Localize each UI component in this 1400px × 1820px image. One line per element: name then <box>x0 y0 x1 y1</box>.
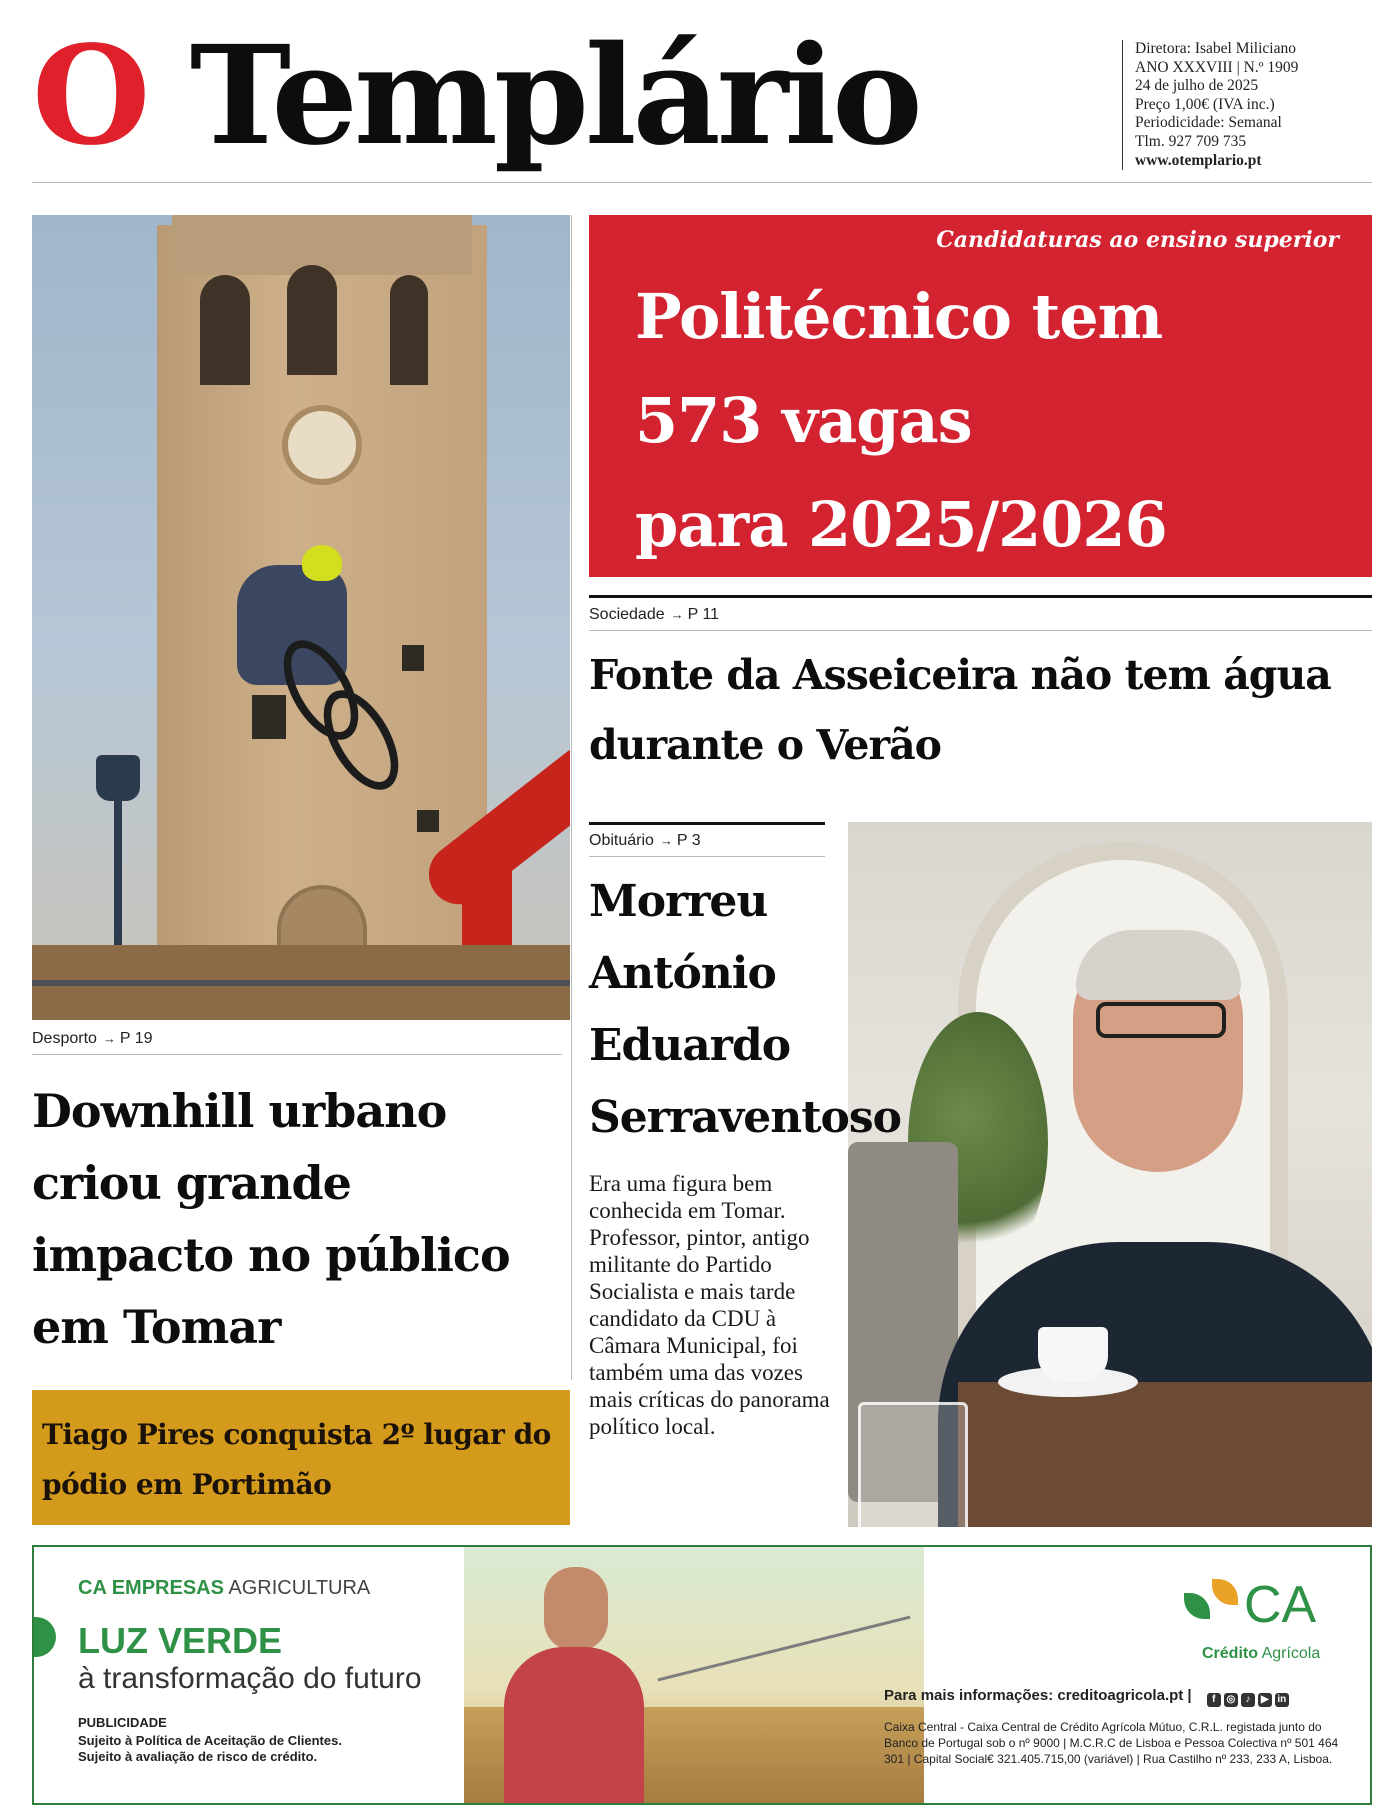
tiago-pires-headline: Tiago Pires conquista 2º lugar do pódio em Portimão <box>42 1418 551 1501</box>
leaf-icon <box>1212 1579 1238 1605</box>
brand-ca: CA <box>1244 1576 1317 1634</box>
section-label: Obituário <box>589 832 654 849</box>
lead-headline-line: Politécnico tem <box>635 280 1163 353</box>
website-link[interactable]: www.otemplario.pt <box>1135 151 1262 169</box>
obituary-body: Era uma figura bem conhecida em Tomar. Professor, pintor, antigo militante do Partido Socialista e mais tarde candidato da CDU à Câmara Municipal, foi também uma das vozes mais críticas do panorama político local. <box>589 1171 830 1439</box>
downhill-photo[interactable] <box>32 215 570 1020</box>
issue-date: 24 de julho de 2025 <box>1135 77 1259 95</box>
ad-info[interactable] <box>884 1687 1289 1707</box>
metal-fence <box>32 980 570 1020</box>
tower-window <box>417 810 439 832</box>
man-hair <box>1076 930 1241 1000</box>
issue-number: ANO XXXVIII | N.º 1909 <box>1135 58 1299 76</box>
page-ref: P 19 <box>119 1030 153 1047</box>
section-label: Sociedade <box>589 606 665 623</box>
ad-pub-line: Sujeito à avaliação de risco de crédito. <box>78 1749 318 1764</box>
obituary-headline-line: Morreu <box>589 876 768 927</box>
bell-arch <box>200 275 250 385</box>
page-ref: P 11 <box>687 606 720 623</box>
brand-sub-bold: Crédito <box>1202 1645 1258 1662</box>
social-icons <box>1204 1687 1289 1707</box>
ad-title: LUZ VERDE <box>78 1620 283 1661</box>
section-rule <box>589 822 825 825</box>
obituary-headline-line: Serraventoso <box>589 1092 901 1143</box>
ad-subtitle: à transformação do futuro <box>78 1662 422 1695</box>
arrow-icon: → <box>102 1031 116 1046</box>
masthead-info <box>1122 40 1298 170</box>
ad-person-head <box>544 1567 608 1651</box>
obituario-kicker[interactable] <box>589 832 825 857</box>
credito-agricola-ad[interactable] <box>32 1545 1372 1805</box>
lead-story-box[interactable] <box>589 215 1372 577</box>
water-glass <box>858 1402 968 1527</box>
credito-agricola-logo[interactable] <box>1184 1575 1344 1665</box>
masthead-divider <box>32 182 1372 183</box>
lead-headline-line: para 2025/2026 <box>635 488 1167 561</box>
periodicity: Periodicidade: Semanal <box>1135 114 1282 132</box>
rider-helmet <box>302 545 342 581</box>
section-label: Desporto <box>32 1030 97 1047</box>
lead-headline-line: 573 vagas <box>635 384 972 457</box>
lead-kicker: Candidaturas ao ensino superior <box>936 227 1339 253</box>
sociedade-kicker[interactable] <box>589 606 1372 631</box>
brand-sub-rest: Agrícola <box>1261 1645 1321 1662</box>
downhill-headline[interactable]: Downhill urbano criou grande impacto no público em Tomar <box>32 1084 510 1354</box>
director: Diretora: Isabel Miliciano <box>1135 40 1296 57</box>
obituary-headline[interactable] <box>589 866 1039 1154</box>
page-ref: P 3 <box>676 832 701 849</box>
masthead <box>32 16 1372 185</box>
leaf-icon <box>1184 1593 1210 1619</box>
bell-arch <box>390 275 428 385</box>
lead-headline <box>635 265 1355 577</box>
clock-face <box>282 405 362 485</box>
ad-info-text: Para mais informações: creditoagricola.pt | <box>884 1687 1192 1704</box>
arrow-icon: → <box>659 833 673 848</box>
tower-window <box>252 695 286 739</box>
ad-pub-label: PUBLICIDADE <box>78 1715 167 1730</box>
tiago-pires-box[interactable] <box>32 1390 570 1525</box>
desporto-kicker[interactable] <box>32 1030 562 1055</box>
logo-name: Templário <box>189 16 919 176</box>
instagram-icon[interactable]: ◎ <box>1224 1693 1238 1707</box>
ad-person <box>504 1647 644 1805</box>
fonte-headline[interactable]: Fonte da Asseiceira não tem água durante o Verão <box>589 651 1331 769</box>
ad-kicker-rest: AGRICULTURA <box>228 1577 371 1599</box>
brand-subtitle <box>1202 1645 1320 1663</box>
coffee-cup <box>1038 1327 1108 1382</box>
ad-legal-text: Caixa Central - Caixa Central de Crédito Agrícola Mútuo, C.R.L. registada junto do Banco de Portugal sob o nº 9000 | M.C.R.C de Lisboa e Pessoa Colectiva nº 501 464 301 | Capital Social€ 321.405.715,00 (variável) | Rua Castilho nº 233, 233 A, Lisboa. <box>884 1720 1339 1766</box>
newspaper-logo[interactable] <box>32 16 919 176</box>
tower-top <box>172 215 472 275</box>
logo-o: O <box>32 16 147 176</box>
arrow-icon: → <box>670 607 684 622</box>
facebook-icon[interactable]: f <box>1207 1693 1221 1707</box>
linkedin-icon[interactable]: in <box>1275 1693 1289 1707</box>
youtube-icon[interactable]: ▶ <box>1258 1693 1272 1707</box>
obituary-headline-line: António <box>589 948 776 999</box>
obituary-headline-line: Eduardo <box>589 1020 791 1071</box>
glasses <box>1096 1002 1226 1038</box>
column-divider <box>571 215 572 1380</box>
ad-disclaimer <box>78 1715 342 1765</box>
tiktok-icon[interactable]: ♪ <box>1241 1693 1255 1707</box>
section-rule <box>589 595 1372 598</box>
table <box>958 1382 1372 1527</box>
bell-arch <box>287 265 337 375</box>
ad-kicker-bold: CA EMPRESAS <box>78 1577 224 1599</box>
tower-window <box>402 645 424 671</box>
price: Preço 1,00€ (IVA inc.) <box>1135 95 1275 113</box>
phone: Tlm. 927 709 735 <box>1135 132 1247 150</box>
ad-pub-line: Sujeito à Política de Aceitação de Clientes. <box>78 1733 342 1748</box>
ad-kicker <box>78 1577 370 1600</box>
green-dot-icon <box>32 1617 56 1657</box>
